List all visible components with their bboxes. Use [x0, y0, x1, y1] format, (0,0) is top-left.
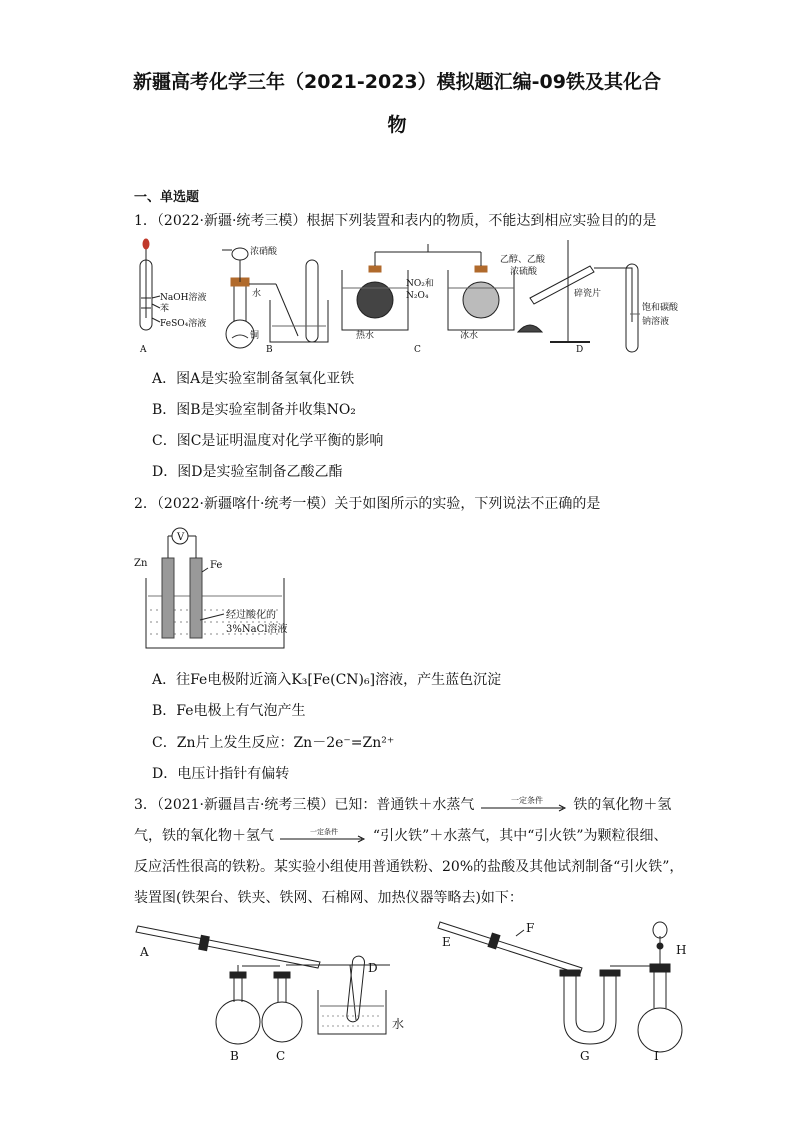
q3-line4: 装置图(铁架台、铁夹、铁网、石棉网、加热仪器等略去)如下：	[134, 890, 523, 906]
q1-option-a: A．图A是实验室制备氢氧化亚铁	[152, 371, 355, 387]
label-copper: 铜	[250, 331, 260, 341]
q3-line2-part-a: 气，铁的氧化物＋氢气	[134, 828, 274, 844]
label-benzene: 苯	[160, 304, 170, 314]
label-ice-water: 冰水	[460, 331, 479, 341]
q3-line2-part-b: “引火铁”＋水蒸气，其中“引火铁”为颗粒很细、	[372, 828, 668, 844]
label-feso4: FeSO₄溶液	[160, 319, 207, 329]
label-naoh: NaOH溶液	[160, 293, 207, 303]
paper-title-line1: 新疆高考化学三年（2021-2023）模拟题汇编-09铁及其化合	[133, 71, 661, 93]
fe-label: Fe	[210, 560, 223, 571]
q1-stem: 1．（2022·新疆·统考三模）根据下列装置和表内的物质，不能达到相应实验目的的是	[134, 213, 657, 229]
label-D: D	[368, 961, 378, 975]
q2-stem: 2．（2022·新疆喀什·统考一模）关于如图所示的实验，下列说法不正确的是	[134, 496, 601, 512]
label-G: G	[580, 1049, 590, 1063]
q2-option-b: B．Fe电极上有气泡产生	[152, 703, 306, 719]
solution-label-2: 3%NaCl溶液	[226, 624, 288, 635]
label-water: 水	[392, 1017, 405, 1031]
label-F: F	[526, 921, 535, 935]
label-conc-nitric: 浓硝酸	[250, 247, 278, 257]
paper-title-line2: 物	[387, 114, 407, 136]
q3-line1-part-a: 3．（2021·新疆昌吉·统考三模）已知：普通铁＋水蒸气	[134, 797, 475, 813]
label-B: B	[230, 1049, 239, 1063]
label-E: E	[442, 935, 451, 949]
q1-figure	[130, 238, 679, 358]
q2-figure	[134, 524, 314, 654]
arrow-label-2: 一定条件	[310, 828, 339, 836]
solution-label-1: 经过酸化的	[226, 610, 276, 621]
q1-option-d: D．图D是实验室制备乙酸乙酯	[152, 464, 343, 480]
voltmeter-label: V	[177, 532, 185, 543]
label-sulfuric: 浓硫酸	[510, 267, 538, 277]
q3-figure	[130, 916, 690, 1066]
section-heading: 一、单选题	[134, 190, 200, 205]
reaction-arrow-2	[278, 827, 368, 845]
label-na2co3-2: 钠溶液	[642, 317, 670, 327]
label-fig-b: B	[266, 345, 273, 355]
q2-option-d: D．电压计指针有偏转	[152, 766, 290, 782]
label-n2o4: N₂O₄	[406, 291, 429, 301]
arrow-label-1: 一定条件	[510, 796, 543, 805]
q3-line1-part-b: 铁的氧化物＋氢	[573, 797, 672, 813]
q3-line1	[134, 795, 671, 815]
label-no2: NO₂和	[406, 279, 434, 289]
label-fig-c: C	[414, 345, 421, 355]
label-fig-d: D	[576, 345, 584, 355]
zn-label: Zn	[134, 558, 148, 569]
label-na2co3-1: 饱和碳酸	[642, 303, 679, 313]
q1-option-c: C．图C是证明温度对化学平衡的影响	[152, 433, 384, 449]
reaction-arrow-1	[479, 796, 569, 814]
label-C: C	[276, 1049, 286, 1063]
label-chips: 碎瓷片	[574, 289, 602, 299]
q1-option-b: B．图B是实验室制备并收集NO₂	[152, 402, 356, 418]
q2-option-a: A．往Fe电极附近滴入K₃[Fe(CN)₆]溶液，产生蓝色沉淀	[152, 672, 502, 688]
label-ethanol-acetic: 乙醇、乙酸	[500, 255, 546, 265]
q3-line2	[134, 826, 668, 846]
q3-line3: 反应活性很高的铁粉。某实验小组使用普通铁粉、20%的盐酸及其他试剂制备“引火铁”，	[134, 859, 684, 875]
q2-option-c: C．Zn片上发生反应：Zn－2e⁻=Zn²⁺	[152, 735, 395, 751]
label-A: A	[140, 945, 149, 959]
label-I: I	[654, 1049, 659, 1063]
label-water-b: 水	[252, 289, 262, 299]
label-H: H	[676, 943, 687, 957]
label-fig-a: A	[140, 345, 147, 355]
label-hot-water: 热水	[356, 331, 375, 341]
